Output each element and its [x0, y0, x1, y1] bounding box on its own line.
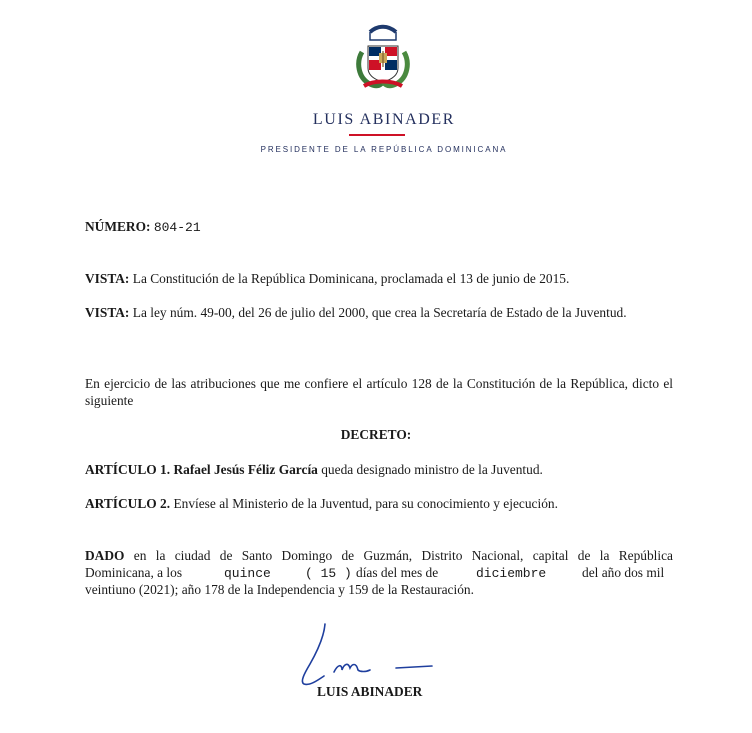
decree-number-value: 804-21 [153, 220, 201, 235]
article-1 [85, 461, 673, 478]
signer-name: LUIS ABINADER [317, 684, 423, 699]
dado-day-words: quince [224, 566, 271, 581]
article-1-appointee: Rafael Jesús Féliz García [173, 462, 318, 477]
decree-number [85, 218, 673, 236]
dado-label: DADO [85, 548, 125, 563]
article-2-text: Envíese al Ministerio de la Juventud, para su conocimiento y ejecución. [173, 496, 558, 511]
vista-label-1: VISTA: [85, 271, 130, 286]
article-1-text: queda designado ministro de la Juventud. [321, 462, 543, 477]
vista-paragraph-1 [85, 270, 673, 287]
dado-part-a: Dominicana, a los [85, 565, 183, 580]
decree-heading: DECRETO: [340, 427, 412, 442]
article-2 [85, 495, 673, 512]
preamble-paragraph: En ejercicio de las atribuciones que me confiere el artículo 128 de la Constitución de la República, dicto el siguiente [85, 376, 673, 408]
dado-part-b: días del mes de [356, 565, 439, 580]
header-red-divider [349, 134, 405, 136]
handwritten-signature [290, 620, 450, 690]
dado-line-3: veintiuno (2021); año 178 de la Independencia y 159 de la Restauración. [85, 582, 474, 597]
coat-of-arms-seal [350, 22, 416, 90]
president-title: PRESIDENTE DE LA REPÚBLICA DOMINICANA [260, 145, 508, 154]
dado-line-1-text: en la ciudad de Santo Domingo de Guzmán, Distrito Nacional, capital de la República [133, 548, 674, 563]
article-2-label: ARTÍCULO 2. [85, 496, 171, 511]
decree-number-label: NÚMERO: [85, 219, 151, 234]
vista-text-1: La Constitución de la República Dominicana, proclamada el 13 de junio de 2015. [132, 271, 570, 286]
vista-label-2: VISTA: [85, 305, 130, 320]
dado-month: diciembre [476, 566, 547, 581]
dado-line-1 [85, 547, 673, 564]
vista-paragraph-2 [85, 304, 673, 321]
dado-day-number: ( 15 ) [305, 566, 352, 581]
vista-text-2: La ley núm. 49-00, del 26 de julio del 2000, que crea la Secretaría de Estado de la Juventud. [132, 305, 627, 320]
article-1-label: ARTÍCULO 1. [85, 462, 171, 477]
dado-part-c: del año dos mil [582, 565, 665, 580]
president-name: LUIS ABINADER [312, 111, 456, 128]
